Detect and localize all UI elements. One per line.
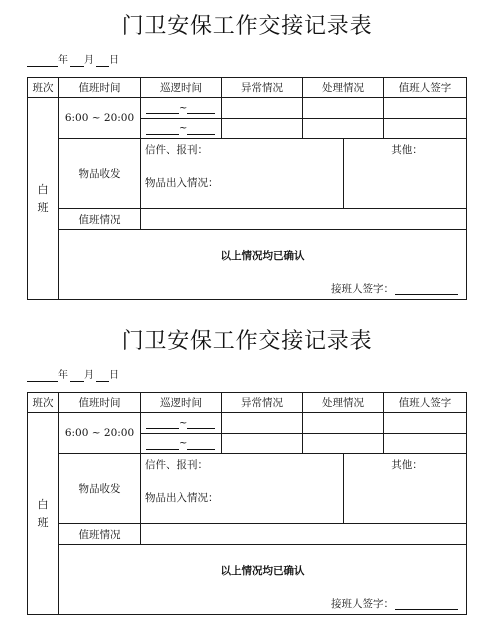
patrol-separator: ~ bbox=[179, 123, 188, 134]
patrol-time-cell bbox=[141, 413, 222, 434]
anomaly-cell[interactable] bbox=[222, 434, 303, 454]
items-in-out-label: 物品出入情况： bbox=[145, 177, 219, 189]
mail-label: 信件、报刊： bbox=[145, 459, 208, 471]
goods-records-field[interactable] bbox=[141, 454, 344, 523]
handover-signature bbox=[331, 598, 458, 610]
confirm-row bbox=[28, 230, 467, 300]
patrol-end-blank[interactable] bbox=[187, 123, 215, 135]
handover-signature bbox=[331, 283, 458, 295]
header-row bbox=[28, 393, 467, 413]
other-label: 其他： bbox=[391, 144, 423, 156]
header-handling: 处理情况 bbox=[303, 393, 384, 413]
handover-sign-label: 接班人签字： bbox=[331, 283, 394, 295]
confirm-text: 以上情况均已确认 bbox=[220, 565, 305, 577]
shift-label: 白班 bbox=[37, 182, 49, 214]
year-blank[interactable] bbox=[27, 370, 58, 382]
patrol-time-field bbox=[141, 99, 221, 117]
header-anomaly: 异常情况 bbox=[222, 393, 303, 413]
duty-time-cell bbox=[59, 413, 141, 454]
guard-signature-cell[interactable] bbox=[384, 119, 467, 139]
duty-status-label: 值班情况 bbox=[78, 213, 121, 226]
goods-row bbox=[28, 139, 467, 209]
handling-cell[interactable] bbox=[303, 434, 384, 454]
confirm-area bbox=[59, 545, 467, 615]
year-blank[interactable] bbox=[27, 55, 58, 67]
header-anomaly: 异常情况 bbox=[222, 78, 303, 98]
patrol-row-1 bbox=[28, 98, 467, 119]
patrol-end-blank[interactable] bbox=[187, 417, 215, 429]
items-in-out-label: 物品出入情况： bbox=[145, 492, 219, 504]
confirm-box bbox=[59, 545, 466, 614]
patrol-start-blank[interactable] bbox=[146, 123, 179, 135]
handover-form bbox=[0, 315, 483, 625]
patrol-separator: ~ bbox=[179, 102, 188, 114]
guard-signature-cell[interactable] bbox=[384, 413, 467, 434]
month-label: 月 bbox=[84, 55, 94, 66]
patrol-end-blank[interactable] bbox=[187, 102, 215, 114]
day-label: 日 bbox=[109, 55, 119, 66]
duty-status-field[interactable] bbox=[141, 209, 467, 230]
header-shift: 班次 bbox=[28, 78, 59, 98]
form-title: 门卫安保工作交接记录表 bbox=[121, 14, 373, 39]
patrol-start-blank[interactable] bbox=[146, 438, 179, 450]
anomaly-cell[interactable] bbox=[222, 98, 303, 119]
day-blank[interactable] bbox=[96, 55, 109, 67]
handover-table bbox=[27, 392, 467, 615]
other-label: 其他： bbox=[391, 459, 423, 471]
patrol-row-1 bbox=[28, 413, 467, 434]
patrol-start-blank[interactable] bbox=[146, 417, 179, 429]
goods-area bbox=[141, 454, 467, 524]
header-duty-time: 值班时间 bbox=[59, 78, 141, 98]
mail-label: 信件、报刊： bbox=[145, 144, 208, 156]
goods-label-cell bbox=[59, 139, 141, 209]
header-shift: 班次 bbox=[28, 393, 59, 413]
duty-status-row bbox=[28, 524, 467, 545]
handover-sign-blank[interactable] bbox=[395, 284, 458, 295]
header-guard-signature: 值班人签字 bbox=[384, 78, 467, 98]
duty-status-label-cell bbox=[59, 209, 141, 230]
patrol-end-blank[interactable] bbox=[187, 438, 215, 450]
confirm-text: 以上情况均已确认 bbox=[220, 250, 305, 262]
confirm-row bbox=[28, 545, 467, 615]
duty-time: 6:00 ~ 20:00 bbox=[64, 427, 135, 439]
goods-label: 物品收发 bbox=[78, 483, 121, 495]
anomaly-cell[interactable] bbox=[222, 413, 303, 434]
patrol-separator: ~ bbox=[179, 417, 188, 429]
confirm-area bbox=[59, 230, 467, 300]
guard-signature-cell[interactable] bbox=[384, 98, 467, 119]
header-handling: 处理情况 bbox=[303, 78, 384, 98]
patrol-time-cell bbox=[141, 119, 222, 139]
goods-label: 物品收发 bbox=[78, 168, 121, 180]
handover-table bbox=[27, 77, 467, 300]
patrol-time-field bbox=[141, 120, 221, 138]
duty-status-row bbox=[28, 209, 467, 230]
guard-signature-cell[interactable] bbox=[384, 434, 467, 454]
handling-cell[interactable] bbox=[303, 119, 384, 139]
shift-label: 白班 bbox=[37, 497, 49, 529]
goods-label-cell bbox=[59, 454, 141, 524]
goods-area bbox=[141, 139, 467, 209]
header-guard-signature: 值班人签字 bbox=[384, 393, 467, 413]
duty-status-label-cell bbox=[59, 524, 141, 545]
month-blank[interactable] bbox=[70, 55, 84, 67]
anomaly-cell[interactable] bbox=[222, 119, 303, 139]
handover-sign-blank[interactable] bbox=[395, 599, 458, 610]
year-label: 年 bbox=[58, 370, 68, 381]
day-label: 日 bbox=[109, 370, 119, 381]
goods-split bbox=[141, 139, 466, 208]
goods-split bbox=[141, 454, 466, 523]
day-blank[interactable] bbox=[96, 370, 109, 382]
patrol-time-field bbox=[141, 414, 221, 432]
header-patrol-time: 巡逻时间 bbox=[141, 78, 222, 98]
duty-status-field[interactable] bbox=[141, 524, 467, 545]
header-patrol-time: 巡逻时间 bbox=[141, 393, 222, 413]
patrol-time-cell bbox=[141, 434, 222, 454]
date-line bbox=[27, 53, 119, 67]
shift-cell bbox=[28, 413, 59, 615]
goods-row bbox=[28, 454, 467, 524]
goods-other-field[interactable] bbox=[344, 454, 466, 523]
goods-records-field[interactable] bbox=[141, 139, 344, 208]
handling-cell[interactable] bbox=[303, 98, 384, 119]
confirm-box bbox=[59, 230, 466, 299]
date-line bbox=[27, 368, 119, 382]
duty-status-label: 值班情况 bbox=[78, 528, 121, 541]
duty-time: 6:00 ~ 20:00 bbox=[64, 112, 135, 124]
duty-time-cell bbox=[59, 98, 141, 139]
month-label: 月 bbox=[84, 370, 94, 381]
header-row bbox=[28, 78, 467, 98]
year-label: 年 bbox=[58, 55, 68, 66]
patrol-time-field bbox=[141, 435, 221, 453]
patrol-time-cell bbox=[141, 98, 222, 119]
patrol-separator: ~ bbox=[179, 438, 188, 449]
month-blank[interactable] bbox=[70, 370, 84, 382]
shift-cell bbox=[28, 98, 59, 300]
form-title: 门卫安保工作交接记录表 bbox=[121, 329, 373, 354]
handover-sign-label: 接班人签字： bbox=[331, 598, 394, 610]
handling-cell[interactable] bbox=[303, 413, 384, 434]
header-duty-time: 值班时间 bbox=[59, 393, 141, 413]
goods-other-field[interactable] bbox=[344, 139, 466, 208]
handover-form bbox=[0, 0, 483, 310]
patrol-start-blank[interactable] bbox=[146, 102, 179, 114]
